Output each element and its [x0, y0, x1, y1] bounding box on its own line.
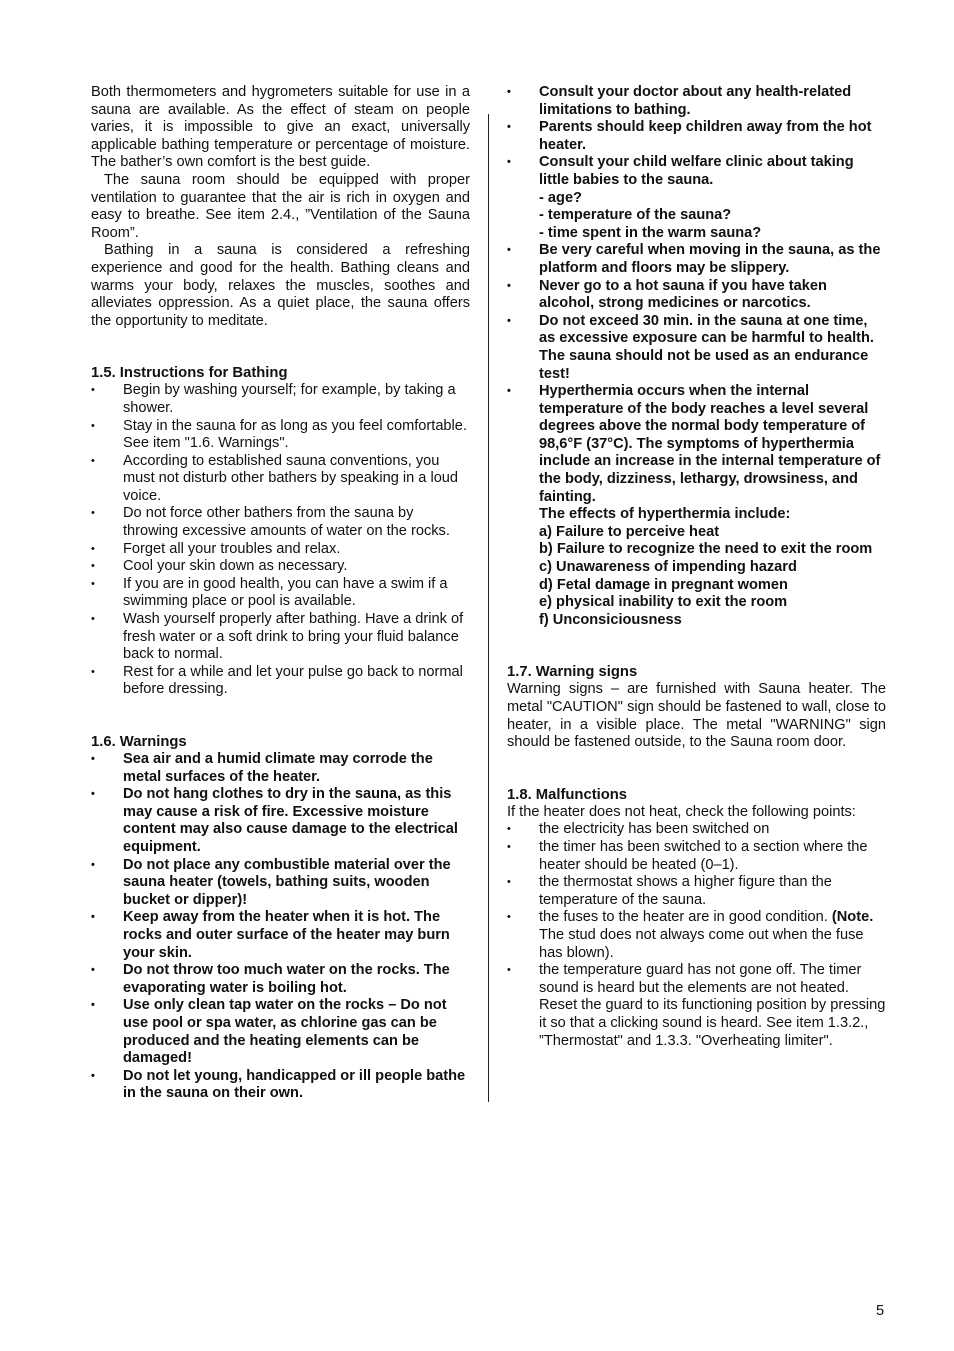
- warning-signs-heading: 1.7. Warning signs: [507, 664, 638, 681]
- instructions-list: [91, 382, 470, 699]
- list-item: • Do not place any combustible material over the sauna heater (towels, bathing suits, wooden bucket or dipper)!: [91, 857, 470, 910]
- list-item: • Consult your doctor about any health-related limitations to bathing.: [507, 84, 886, 119]
- left-column: [91, 84, 470, 1103]
- page-number: 5: [876, 1303, 885, 1319]
- malfunctions-intro: If the heater does not heat, check the following points:: [507, 803, 856, 820]
- list-item: • Do not force other bathers from the sauna by throwing excessive amounts of water on the rocks.: [91, 505, 470, 540]
- list-item: • Rest for a while and let your pulse go back to normal before dressing.: [91, 664, 470, 699]
- malfunctions-heading: 1.8. Malfunctions: [507, 786, 628, 803]
- list-item: • Never go to a hot sauna if you have taken alcohol, strong medicines or narcotics.: [507, 278, 886, 313]
- list-item: • If you are in good health, you can have a swim if a swimming place or pool is available.: [91, 576, 470, 611]
- warnings-list-continued-2: [507, 242, 886, 506]
- child-question: - time spent in the warm sauna?: [539, 224, 762, 241]
- list-item: [507, 909, 886, 962]
- effect-item: e) physical inability to exit the room: [539, 594, 788, 611]
- list-item: • Begin by washing yourself; for example, by taking a shower.: [91, 382, 470, 417]
- effect-item: c) Unawareness of impending hazard: [539, 559, 797, 576]
- note-label: (Note.: [831, 909, 874, 926]
- list-item: • Use only clean tap water on the rocks – Do not use pool or spa water, as chlorine gas can be produced and the heating elements can be damaged!: [91, 997, 470, 1067]
- list-item: • Do not let young, handicapped or ill people bathe in the sauna on their own.: [91, 1068, 470, 1103]
- child-question: - age?: [539, 189, 582, 206]
- list-item: • According to established sauna conventions, you must not disturb other bathers by speaking in a loud voice.: [91, 453, 470, 506]
- warnings-list-continued: [507, 84, 886, 190]
- list-item: • Consult your child welfare clinic about taking little babies to the sauna.: [507, 154, 886, 189]
- effect-item: d) Fetal damage in pregnant women: [539, 576, 788, 593]
- list-item: • the temperature guard has not gone off. The timer sound is heard but the elements are not heated. Reset the guard to its functioning position by pressing it so that a clicking sound is heard. See item 1.3.2., ”Thermostat" and 1.3.3. "Overheating limiter".: [507, 962, 886, 1050]
- malfunctions-list: [507, 821, 886, 1050]
- list-item: • the timer has been switched to a section where the heater should be heated (0–1).: [507, 839, 886, 874]
- list-item: • Cool your skin down as necessary.: [91, 558, 470, 576]
- list-item: • the thermostat shows a higher figure than the temperature of the sauna.: [507, 874, 886, 909]
- list-item: • Hyperthermia occurs when the internal temperature of the body reaches a level several degrees above the normal body temperature of 98,6°F (37°C). The symptoms of hyperthermia include an increase in the internal temperature of the body, dizziness, lethargy, drowsiness, and fainting.: [507, 383, 886, 506]
- list-item: • Do not exceed 30 min. in the sauna at one time, as excessive exposure can be harmful to health. The sauna should not be used as an endurance test!: [507, 313, 886, 383]
- list-item: • Keep away from the heater when it is hot. The rocks and outer surface of the heater may burn your skin.: [91, 909, 470, 962]
- list-item: • Parents should keep children away from the hot heater.: [507, 119, 886, 154]
- list-item: • Sea air and a humid climate may corrode the metal surfaces of the heater.: [91, 751, 470, 786]
- instructions-heading: 1.5. Instructions for Bathing: [91, 365, 288, 382]
- effect-item: a) Failure to perceive heat: [539, 523, 720, 540]
- note-text: The stud does not always come out when the fuse has blown).: [539, 926, 864, 961]
- list-item: • Forget all your troubles and relax.: [91, 541, 470, 559]
- column-divider: [488, 114, 489, 1102]
- effects-heading: The effects of hyperthermia include:: [539, 506, 791, 523]
- child-question: - temperature of the sauna?: [539, 207, 732, 224]
- right-column: [507, 84, 886, 1050]
- effect-item: b) Failure to recognize the need to exit the room: [539, 541, 873, 558]
- intro-paragraph-3: Bathing in a sauna is considered a refreshing experience and good for the health. Bathing cleans and warms your body, relaxes the muscles, soothes and alleviates oppression. As a quiet place, the sauna offers the opportunity to meditate.: [91, 242, 470, 329]
- list-item: • Be very careful when moving in the sauna, as the platform and floors may be slippery.: [507, 242, 886, 277]
- list-item: • Stay in the sauna for as long as you feel comfortable. See item "1.6. Warnings".: [91, 418, 470, 453]
- list-item: • Do not hang clothes to dry in the sauna, as this may cause a risk of fire. Excessive moisture content may also cause damage to the electrical equipment.: [91, 786, 470, 856]
- intro-paragraph-1: Both thermometers and hygrometers suitable for use in a sauna are available. As the effect of steam on people varies, it is impossible to give an exact, universally applicable bathing temperature or percentage of moisture. The bather’s own comfort is the best guide.: [91, 84, 470, 171]
- list-item: • Do not throw too much water on the rocks. The evaporating water is boiling hot.: [91, 962, 470, 997]
- intro-paragraph-2: The sauna room should be equipped with proper ventilation to guarantee that the air is rich in oxygen and easy to breathe. See item 2.4., ”Ventilation of the Sauna Room”.: [91, 171, 470, 241]
- effect-item: f) Unconsiciousness: [539, 611, 682, 628]
- warnings-list: [91, 751, 470, 1103]
- warnings-heading: 1.6. Warnings: [91, 734, 187, 750]
- warning-signs-text: Warning signs – are furnished with Sauna heater. The metal "CAUTION" sign should be fastened to wall, close to heater, in a visible place. The metal "WARNING" sign should be fastened outside, to the Sauna room door.: [507, 681, 886, 751]
- list-item: • the electricity has been switched on: [507, 821, 886, 839]
- list-item: • Wash yourself properly after bathing. Have a drink of fresh water or a soft drink to bring your fluid balance back to normal.: [91, 611, 470, 664]
- fuses-text: the fuses to the heater are in good condition.: [539, 909, 828, 926]
